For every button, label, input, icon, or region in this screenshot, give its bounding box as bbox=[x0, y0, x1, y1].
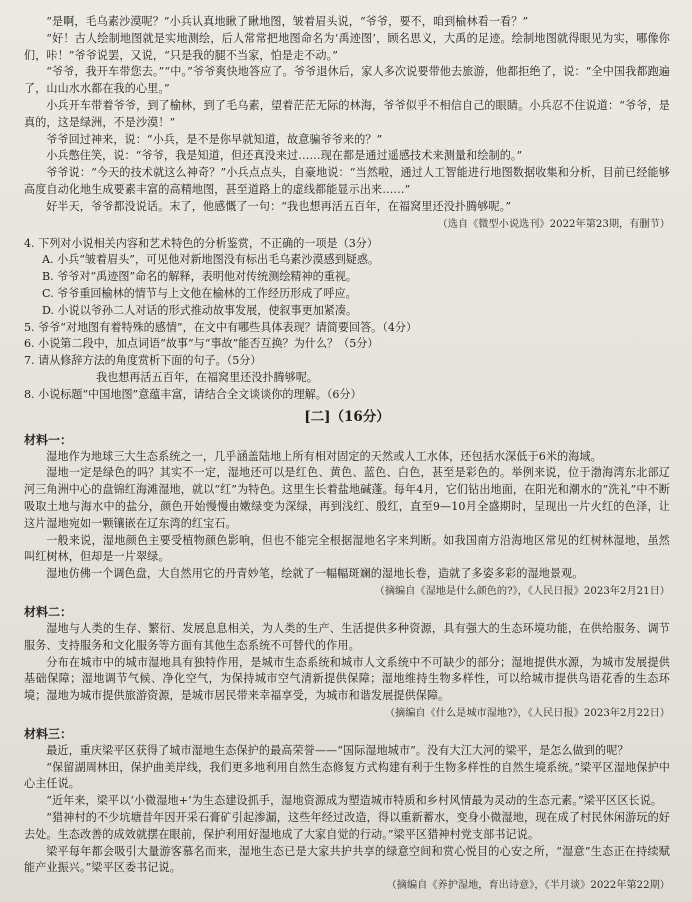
material-paragraph: 一般来说，湿地颜色主要受植物颜色影响，但也不能完全根据湿地名字来判断。如我国南方沿海地区常见的红树林湿地，虽然叫红树林，但却是一片翠绿。 bbox=[24, 533, 670, 564]
material-paragraph: “保留湖周林田，保护曲美岸线，我们更多地利用自然生态修复方式构建有利于生物多样性的自然生境系统。”梁平区湿地保护中心主任说。 bbox=[24, 760, 670, 791]
material-2 bbox=[24, 603, 670, 721]
story-paragraph: “爷爷，我开车带您去。”“中。”爷爷爽快地答应了。爷爷退休后，家人多次说要带他去旅游，他都拒绝了，说：“全中国我都跑遍了，山山水水都在我的心里。” bbox=[24, 65, 670, 96]
material-paragraph: “近年来，梁平以‘小微湿地+’为生态建设抓手，湿地资源成为塑造城市特质和乡村风情最为灵动的生态元素。”梁平区区长说。 bbox=[46, 794, 663, 808]
option-a: A. 小兵“皱着眉头”，可见他对新地图没有标出毛乌素沙漠感到疑惑。 bbox=[42, 253, 380, 267]
material-paragraph: 湿地一定是绿色的吗？其实不一定，湿地还可以是红色、黄色、蓝色、白色，甚至是彩色的。举例来说，位于渤海湾东北部辽河三角洲中心的盘锦红海滩湿地，就以“红”为特色。这里生长着盐地碱蓬。每年4月，它们钻出地面，在阳光和潮水的“洗礼”中不断吸取土地与海水中的盐分，颜色开始慢慢由嫩绿变为深绿，再到浅红、殷红，直至9—10月全盛期时，呈现出一片火红的色泽，让这片湿地宛如一颗镶嵌在辽东湾的红宝石。 bbox=[24, 466, 670, 530]
question-7-quote: 我也想再活五百年，在福窝里还没扑腾够呢。 bbox=[96, 370, 318, 384]
questions-block bbox=[24, 236, 670, 404]
story-paragraph: “是啊，毛乌素沙漠呢？”小兵认真地瞅了瞅地图，皱着眉头说，“爷爷，要不，咱到榆林看一看？” bbox=[46, 15, 529, 28]
section-2-title: [二]（16分） bbox=[304, 408, 390, 425]
material-3 bbox=[24, 725, 670, 893]
material-paragraph: 湿地仿佛一个调色盘，大自然用它的丹青妙笔，绘就了一幅幅斑斓的湿地长卷，造就了多姿多彩的湿地景观。 bbox=[46, 567, 584, 581]
option-c: C. 爷爷重回榆林的情节与上文他在榆林的工作经历形成了呼应。 bbox=[42, 286, 357, 300]
question-4: 4. 下列对小说相关内容和艺术特色的分析鉴赏，不正确的一项是（3分） bbox=[24, 236, 378, 250]
material-paragraph: 分布在城市中的城市湿地具有独特作用，是城市生态系统和城市人文系统中不可缺少的部分；湿地提供水源，为城市发展提供基础保障；湿地调节气候、净化空气，为保持城市空气清新提供保障；湿地维持生物多样性，可以给城市提供鸟语花香的生态环境；湿地为城市提供旅游资源，是城市居民带来幸福享受，为城市和谐发展提供保障。 bbox=[24, 655, 670, 703]
story-text bbox=[24, 14, 670, 232]
story-paragraph: “好！古人绘制地图就是实地测绘，后人常常把地图命名为‘禹迹图’，顾名思义，大禹的足迹。绘制地图就得眼见为实，哪像你们，咔！”爷爷说罢，又说，“只是我的腿不当家，怕是走不动。” bbox=[24, 31, 670, 62]
material-1-source: （摘编自《湿地是什么颜色的?》，《人民日报》2023年2月21日） bbox=[374, 585, 670, 597]
material-3-label: 材料三： bbox=[24, 726, 73, 741]
material-paragraph: 湿地与人类的生存、繁衍、发展息息相关，为人类的生产、生活提供多种资源，具有强大的生态环境功能，在供给服务、调节服务、支持服务和文化服务等方面有其他生态系统不可替代的作用。 bbox=[24, 621, 670, 652]
story-paragraph: 小兵憋住笑，说：“爷爷，我是知道，但还真没来过……现在都是通过遥感技术来测量和绘制的。” bbox=[46, 149, 523, 163]
story-paragraph: 好半天，爷爷都没说话。末了，他感慨了一句：“我也想再活五百年，在福窝里还没扑腾够呢。” bbox=[46, 199, 512, 213]
question-8: 8. 小说标题“中国地图”意蕴丰富，请结合全文谈谈你的理解。（6分） bbox=[24, 387, 362, 401]
option-b: B. 爷爷对“禹迹图”命名的解释，表明他对传统测绘精神的重视。 bbox=[42, 270, 357, 284]
material-1-label: 材料一： bbox=[24, 432, 73, 447]
story-paragraph: 小兵开车带着爷爷，到了榆林，到了毛乌素，望着茫茫无际的林海，爷爷似乎不相信自己的眼睛。小兵忍不住说道：“爷爷，是真的，这是绿洲，不是沙漠！” bbox=[24, 98, 670, 129]
option-d: D. 小说以爷孙二人对话的形式推动故事发展，使叙事更加紧凑。 bbox=[42, 303, 358, 317]
material-2-source: （摘编自《什么是城市湿地?》，《人民日报》2023年2月22日） bbox=[384, 707, 670, 719]
material-paragraph: 湿地作为地球三大生态系统之一，几乎涵盖陆地上所有相对固定的天然或人工水体，还包括水深低于6米的海域。 bbox=[46, 449, 602, 463]
material-paragraph: 最近，重庆梁平区获得了城市湿地生态保护的最高荣誉——“国际湿地城市”。没有大江大河的梁平，是怎么做到的呢？ bbox=[46, 743, 629, 757]
material-1 bbox=[24, 431, 670, 599]
material-paragraph: “猎神村的不少坑塘昔年因开采石膏矿引起渗漏，这些年经过改造，得以重新蓄水，变身小微湿地，现在成了村民休闲游玩的好去处。生态改善的成效就摆在眼前，保护利用好湿地成了大家自觉的行动。”梁平区猎神村党支部书记说。 bbox=[24, 811, 670, 841]
material-paragraph: 梁平每年都会吸引大量游客慕名而来，湿地生态已是大家共护共享的绿意空间和赏心悦目的心安之所，“湿意”生态正在持续赋能产业振兴。”梁平区委书记说。 bbox=[24, 844, 670, 875]
story-paragraph: 爷爷回过神来，说：“小兵，是不是你早就知道，故意骗爷爷来的？” bbox=[46, 132, 383, 146]
question-7: 7. 请从修辞方法的角度赏析下面的句子。（5分） bbox=[24, 354, 262, 368]
material-3-source: （摘编自《养护湿地，育出诗意》，《半月谈》2022年第22期） bbox=[386, 880, 670, 892]
question-6: 6. 小说第二段中，加点词语“故事”与“事故”能否互换？为什么？（5分） bbox=[24, 337, 379, 351]
question-5: 5. 爷爷“对地图有着特殊的感情”，在文中有哪些具体表现？请简要回答。（4分） bbox=[24, 320, 418, 334]
story-paragraph: 爷爷说：“今天的技术就这么神奇？”小兵点点头，自豪地说：“当然啦，通过人工智能进行地图数据收集和分析，目前已经能够高度自动化地生成要素丰富的高精地图，甚至道路上的虚线都能显示出来……” bbox=[24, 166, 670, 196]
material-2-label: 材料二： bbox=[24, 604, 73, 619]
story-source: （选自《微型小说选刊》2022年第23期，有删节） bbox=[437, 218, 670, 230]
